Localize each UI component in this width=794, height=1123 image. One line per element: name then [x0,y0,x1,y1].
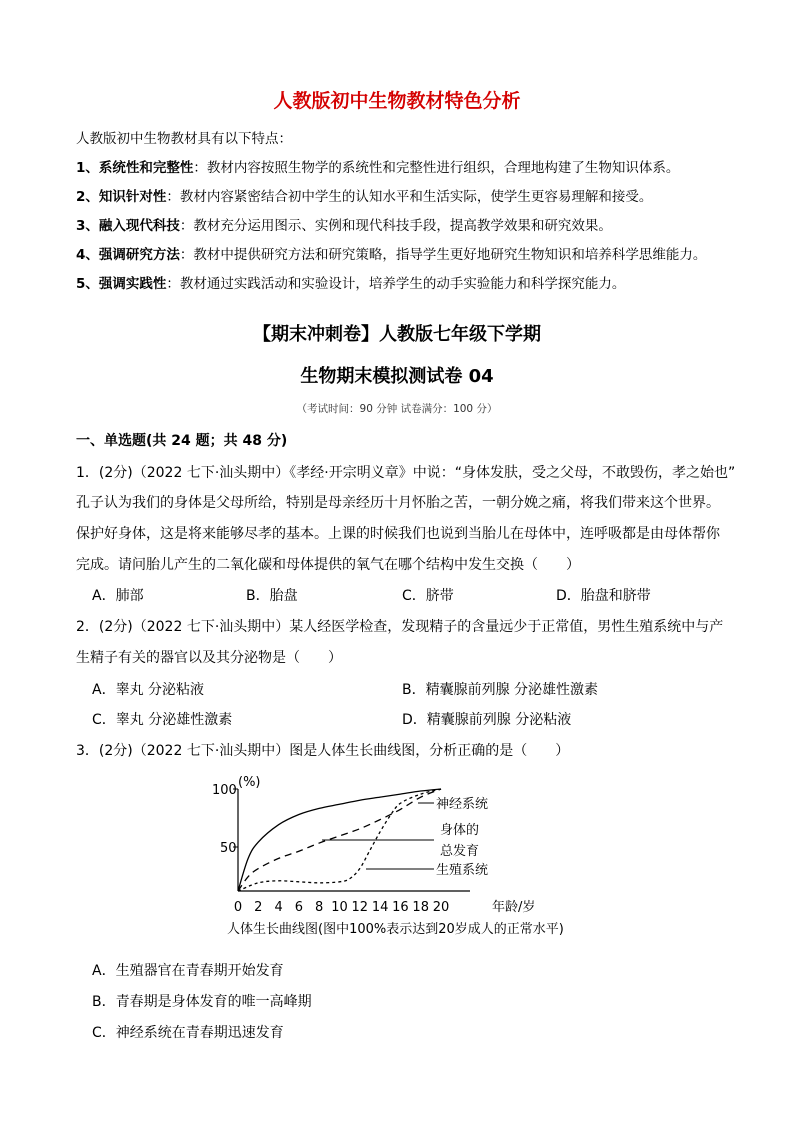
option-c[interactable]: C．神经系统在青春期迅速发育 [92,1025,284,1041]
x-tick-label: 8 [315,900,324,915]
question-line: 3．(2分)（2022 七下·汕头期中）图是人体生长曲线图，分析正确的是（ ） [76,743,570,759]
exam-title-line1: 【期末冲刺卷】人教版七年级下学期 [253,324,541,345]
feature-item [76,214,612,234]
feature-item [76,185,652,205]
feature-item [76,243,706,263]
feature-text: ：教材中提供研究方法和研究策略，指导学生更好地研究生物知识和培养科学思维能力。 [179,247,707,263]
option-c[interactable]: C．脐带 [402,588,454,604]
question-line: 生精子有关的器官以及其分泌物是（ ） [76,650,342,666]
y-tick-label-100: 100 [212,783,237,798]
x-tick-label: 2 [254,900,263,915]
section-heading: 一、单选题(共 24 题；共 48 分) [76,433,288,449]
chart-caption: 人体生长曲线图(图中100%表示达到20岁成人的正常水平) [227,922,564,937]
x-tick-label: 14 [371,900,389,915]
y-axis-unit: (%) [238,775,261,790]
document-title: 人教版初中生物教材特色分析 [273,90,521,112]
feature-label: 3、融入现代科技 [76,218,180,234]
question-line: 2．(2分)（2022 七下·汕头期中）某人经医学检查，发现精子的含量远少于正常值，男性生殖系统中与产 [76,619,724,635]
question-line: 1．(2分)（2022 七下·汕头期中）《孝经·开宗明义章》中说：“身体发肤，受之父母，不敢毁伤，孝之始也” [76,465,736,481]
feature-text: ：教材内容紧密结合初中学生的认知水平和生活实际，使学生更容易理解和接受。 [166,189,653,205]
question-line: 孔子认为我们的身体是父母所给，特别是母亲经历十月怀胎之苦，一朝分娩之痛，将我们带来这个世界。 [76,495,720,511]
x-tick-label: 0 [233,900,243,915]
question-line: 完成。请问胎儿产生的二氧化碳和母体提供的氧气在哪个结构中发生交换（ ） [76,557,580,573]
x-tick-label: 6 [294,900,304,915]
option-b[interactable]: B．精囊腺前列腺 分泌雄性激素 [402,682,599,698]
option-a[interactable]: A．生殖器官在青春期开始发育 [92,963,284,979]
feature-text: ：教材内容按照生物学的系统性和完整性进行组织，合理地构建了生物知识体系。 [193,160,680,176]
option-b[interactable]: B．青春期是身体发育的唯一高峰期 [92,994,312,1010]
x-tick-label: 10 [331,900,348,915]
x-tick-label: 16 [392,900,409,915]
x-tick-label: 20 [432,900,450,915]
series-label-nervous: 神经系统 [436,797,489,812]
series-label-reproductive: 生殖系统 [436,863,489,878]
series-label-body [440,822,483,859]
option-c[interactable]: C．睾丸 分泌雄性激素 [92,712,233,728]
option-a[interactable]: A．睾丸 分泌粘液 [92,682,205,698]
x-tick-label: 4 [274,900,283,915]
feature-label: 1、系统性和完整性 [76,160,194,176]
x-tick-label: 12 [351,900,369,915]
feature-text: ：教材充分运用图示、实例和现代科技手段，提高教学效果和研究效果。 [179,218,612,234]
y-tick-label-50: 50 [220,841,237,856]
option-a[interactable]: A．肺部 [92,588,144,604]
feature-label: 2、知识针对性 [76,189,167,205]
intro-text: 人教版初中生物教材具有以下特点： [76,131,292,147]
feature-item [76,156,679,176]
exam-title-line2: 生物期末模拟测试卷 04 [300,366,494,387]
x-axis-label: 年龄/岁 [492,900,536,915]
x-tick-label: 18 [412,900,429,915]
option-b[interactable]: B．胎盘 [246,588,298,604]
x-tick-labels [234,900,449,915]
feature-text: ：教材通过实践活动和实验设计，培养学生的动手实验能力和科学探究能力。 [166,276,626,292]
series-label-body-line2: 总发育 [440,844,480,859]
feature-item [76,272,625,292]
feature-label: 4、强调研究方法 [76,247,180,263]
option-d[interactable]: D．精囊腺前列腺 分泌粘液 [402,712,572,728]
question-line: 保护好身体，这是将来能够尽孝的基本。上课的时候我们也说到当胎儿在母体中，连呼吸都是由母体帮你 [76,526,720,542]
growth-chart [205,766,615,946]
exam-meta: （考试时间：90 分钟 试卷满分：100 分） [296,403,498,415]
option-d[interactable]: D．胎盘和脐带 [556,588,651,604]
series-label-body-line1: 身体的 [440,823,480,838]
feature-label: 5、强调实践性 [76,276,167,292]
